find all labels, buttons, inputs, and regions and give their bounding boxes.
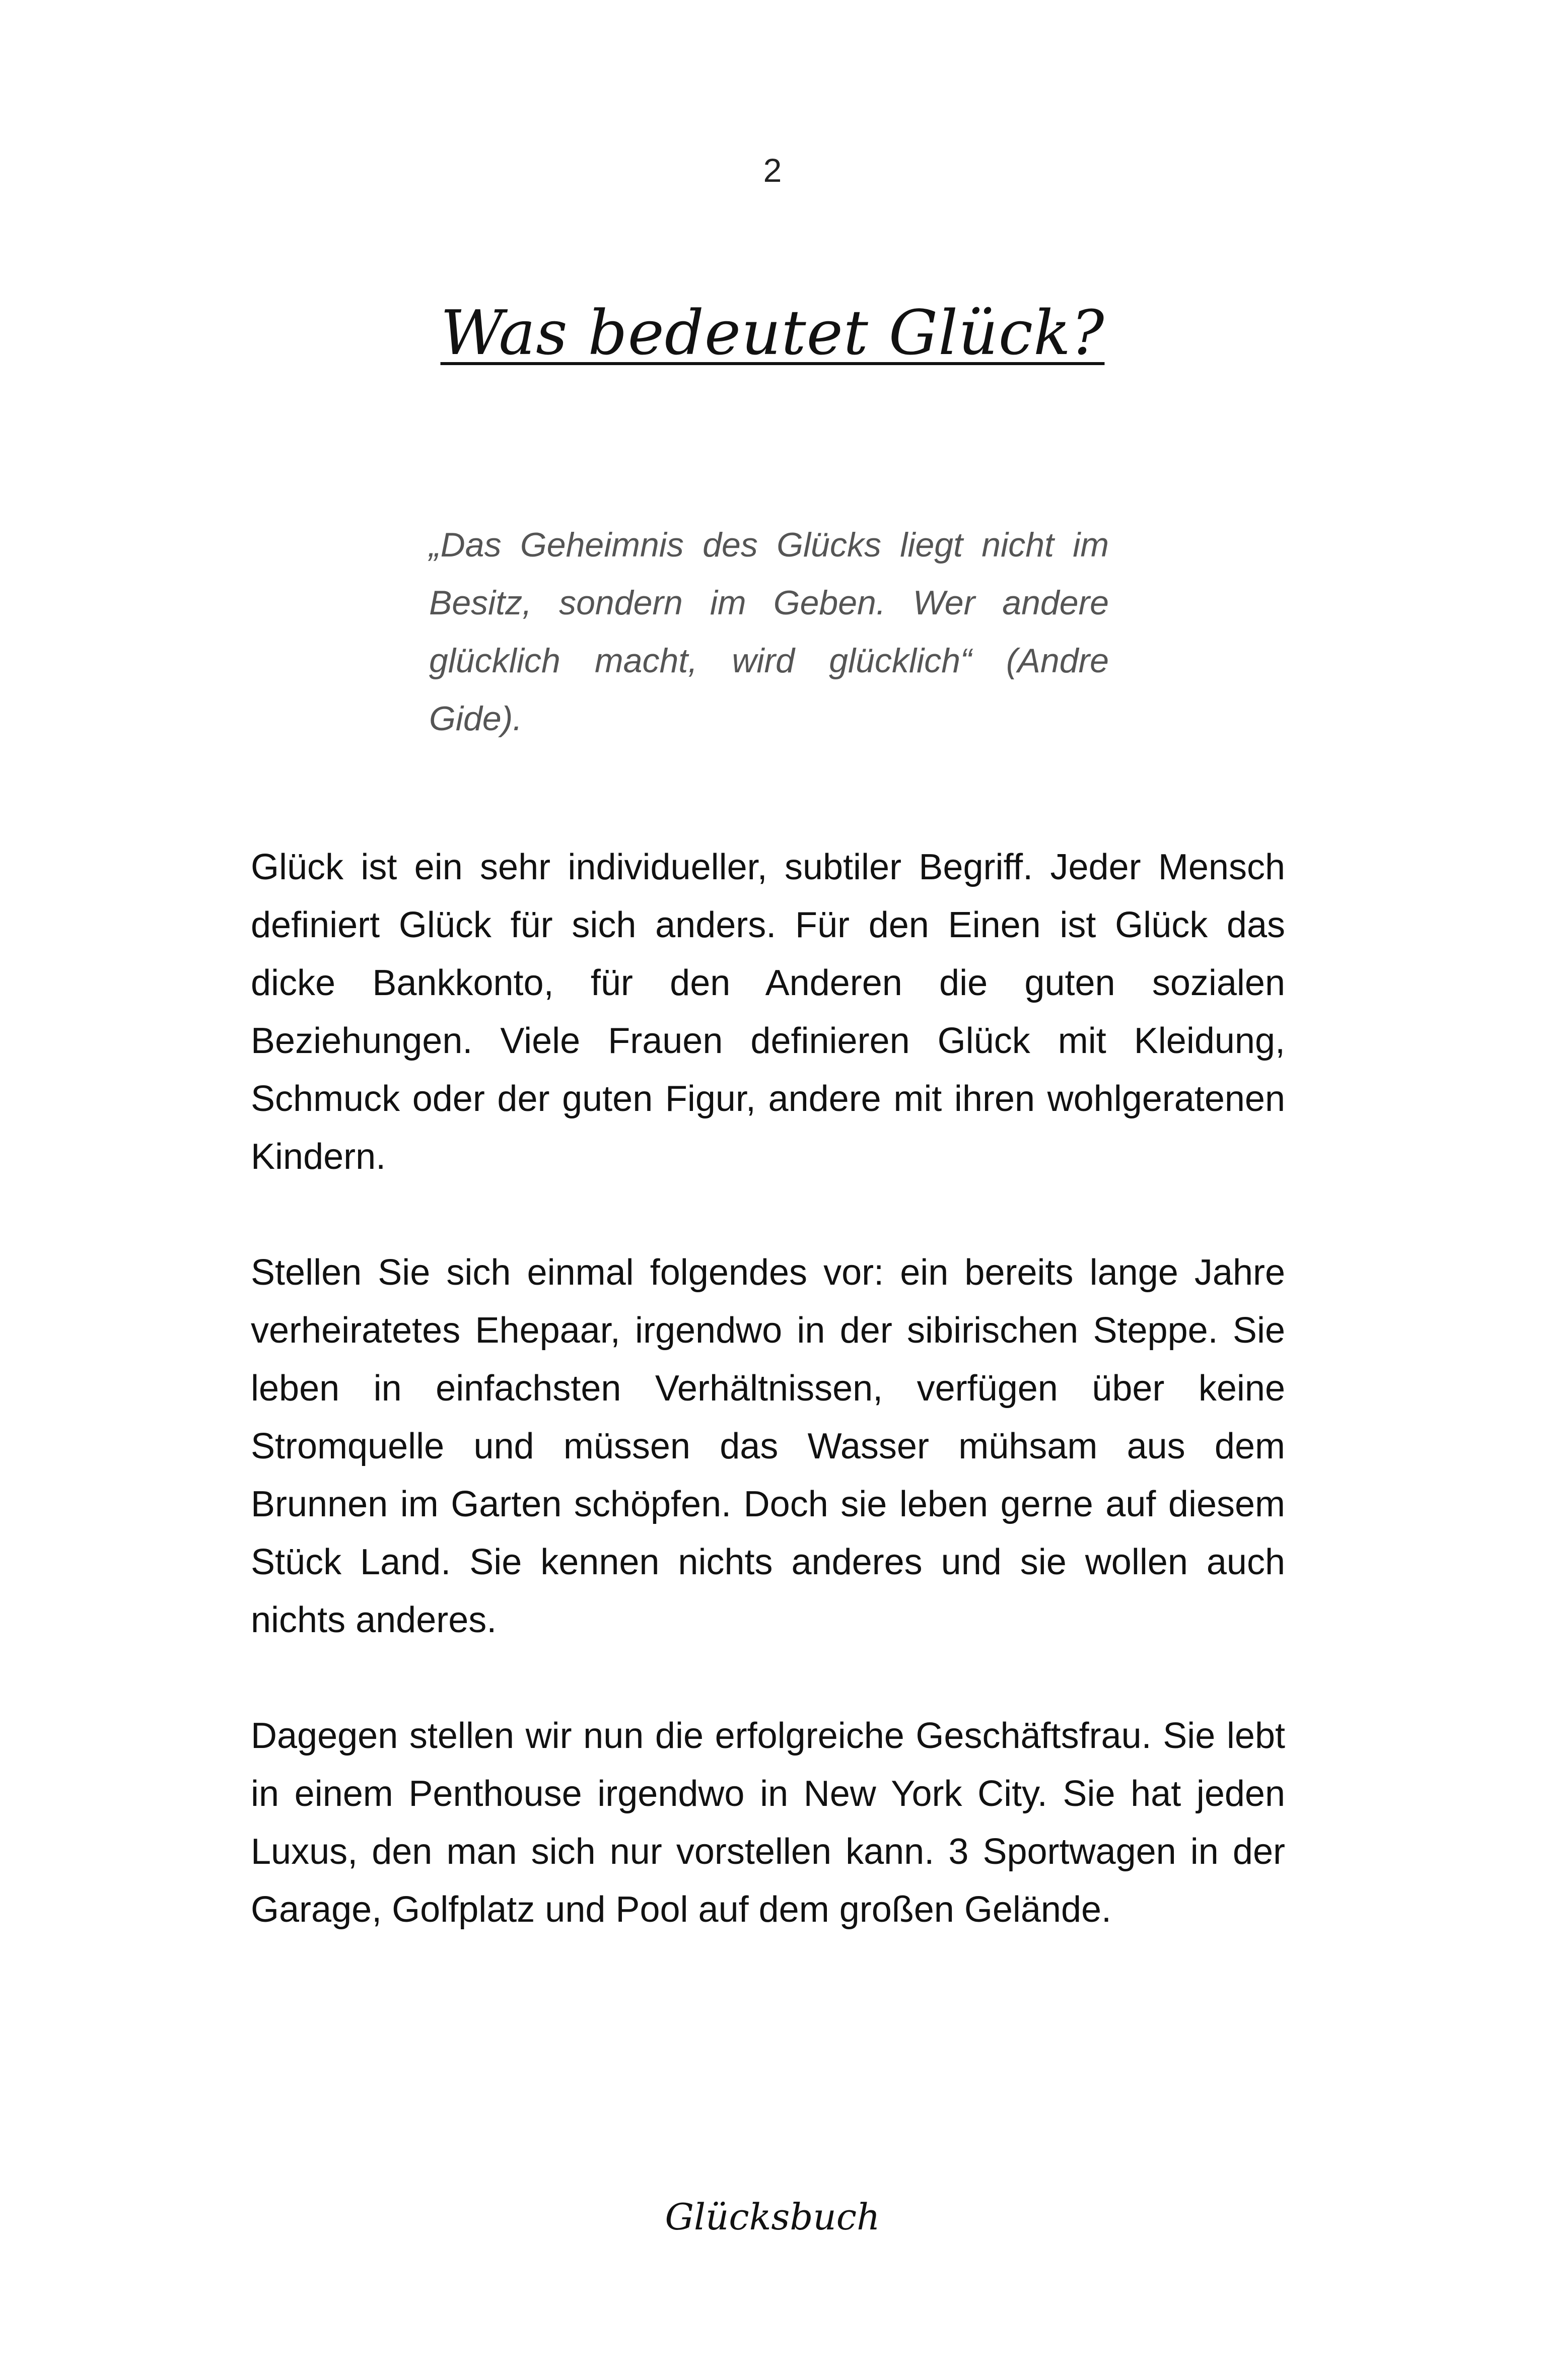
epigraph-quote: „Das Geheimnis des Glücks liegt nicht im Besitz, sondern im Geben. Wer andere glücklich macht, wird glücklich“ (Andre Gide). [429, 526, 1109, 738]
paragraph-3: Dagegen stellen wir nun die erfolgreiche Geschäftsfrau. Sie lebt in einem Penthouse irgendwo in New York City. Sie hat jeden Luxus, den man sich nur vorstellen kann. 3 Sportwagen in der Garage, Golfplatz und Pool auf dem großen Gelände. [251, 1716, 1285, 1930]
paragraph-1: Glück ist ein sehr individueller, subtiler Begriff. Jeder Mensch definiert Glück für sich anders. Für den Einen ist Glück das dicke Bankkonto, für den Anderen die guten sozialen Beziehungen. Viele Frauen definieren Glück mit Kleidung, Schmuck oder der guten Figur, andere mit ihren wohlgeratenen Kindern. [251, 847, 1285, 1177]
body-text [251, 838, 1285, 1997]
paragraph-2: Stellen Sie sich einmal folgendes vor: ein bereits lange Jahre verheiratetes Ehepaar, irgendwo in der sibirischen Steppe. Sie leben in einfachsten Verhältnissen, verfügen über keine Stromquelle und müssen das Wasser mühsam aus dem Brunnen im Garten schöpfen. Doch sie leben gerne auf diesem Stück Land. Sie kennen nichts anderes und sie wollen auch nichts anderes. [251, 1252, 1285, 1640]
chapter-title: Was bedeutet Glück? [440, 297, 1105, 369]
page-number: 2 [763, 152, 782, 189]
footer-book-title: Glücksbuch [665, 2196, 880, 2238]
title-container [0, 297, 1545, 369]
